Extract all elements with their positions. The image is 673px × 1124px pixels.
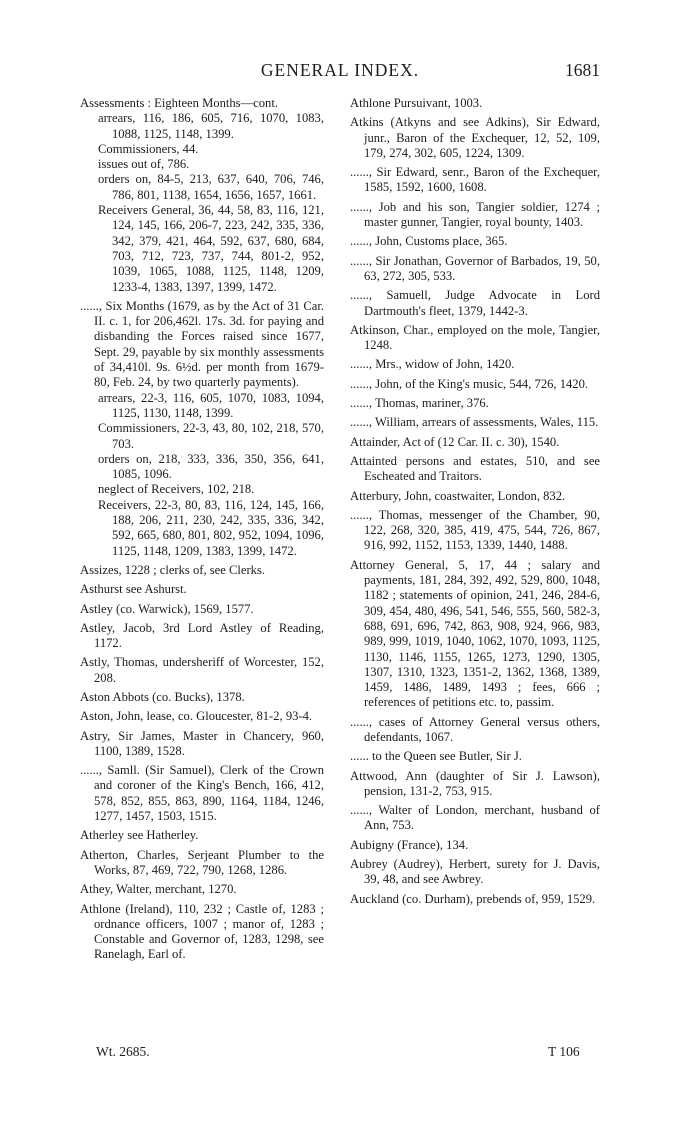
index-entry: Aston Abbots (co. Bucks), 1378.: [80, 689, 245, 704]
index-entry: Atherley see Hatherley.: [80, 828, 199, 843]
index-entry: Athlone (Ireland), 110, 232 ; Castle of, 1283 ; ordnance officers, 1007 ; manor of, 1283 ; Constable and Governor of, 1283, 1298, see Ranelagh, Earl of.: [80, 901, 324, 962]
index-entry: ...... to the Queen see Butler, Sir J.: [350, 749, 522, 764]
index-entry: Attainder, Act of (12 Car. II. c. 30), 1540.: [350, 434, 560, 449]
index-subentry: issues out of, 786.: [98, 157, 190, 172]
index-entry: Auckland (co. Durham), prebends of, 959, 1529.: [350, 891, 596, 906]
right-column: [350, 96, 600, 911]
index-entry: Aubrey (Audrey), Herbert, surety for J. Davis, 39, 48, and see Awbrey.: [350, 857, 600, 887]
index-entry: ......, John, Customs place, 365.: [350, 234, 508, 249]
index-entry: ......, Six Months (1679, as by the Act of 31 Car. II. c. 1, for 206,462l. 17s. 3d. for paying and disbanding the Forces raised since 1677, Sept. 29, payable by six monthly assessments of 34,410l. 9s. 6½d. per month from 1679-80, Feb. 24, by two quarterly payments).: [80, 298, 324, 390]
index-entry: Attainted persons and estates, 510, and see Escheated and Traitors.: [350, 453, 600, 484]
index-subentry: Receivers, 22-3, 80, 83, 116, 124, 145, 166, 188, 206, 211, 230, 242, 335, 336, 342, 592, 665, 680, 801, 802, 952, 1094, 1096, 1125, 1148, 1209, 1383, 1399, 1472.: [98, 497, 324, 558]
index-entry: ......, Samll. (Sir Samuel), Clerk of the Crown and coroner of the King's Bench, 166, 412, 578, 852, 855, 863, 890, 1164, 1184, 1246, 1277, 1457, 1503, 1515.: [80, 763, 324, 824]
index-entry: Assizes, 1228 ; clerks of, see Clerks.: [80, 562, 266, 577]
index-entry: ......, Thomas, mariner, 376.: [350, 396, 489, 411]
index-entry: Astley, Jacob, 3rd Lord Astley of Reading, 1172.: [80, 620, 324, 651]
index-entry: Attorney General, 5, 17, 44 ; salary and payments, 181, 284, 392, 492, 529, 800, 1048, 1182 ; statements of opinion, 241, 246, 284-6, 309, 454, 480, 496, 541, 546, 555, 560, 582-3, 688, 691, 696, 742, 863, 908, 924, 966, 983, 989, 999, 1019, 1040, 1062, 1070, 1093, 1125, 1130, 1146, 1155, 1265, 1273, 1290, 1305, 1307, 1310, 1323, 1351-2, 1362, 1368, 1389, 1459, 1486, 1489, 1493 ; fees, 666 ; references of petitions etc. to, passim.: [350, 557, 600, 710]
index-entry: ......, Job and his son, Tangier soldier, 1274 ; master gunner, Tangier, royal bounty, 1403.: [350, 199, 600, 230]
index-entry: Aubigny (France), 134.: [350, 837, 469, 852]
index-entry: Atterbury, John, coastwaiter, London, 832.: [350, 488, 566, 503]
left-column: [80, 96, 324, 967]
index-entry: Athey, Walter, merchant, 1270.: [80, 882, 237, 897]
index-entry: ......, Thomas, messenger of the Chamber, 90, 122, 268, 320, 385, 419, 475, 544, 726, 867, 916, 992, 1152, 1153, 1339, 1440, 1488.: [350, 507, 600, 553]
index-entry: ......, Samuell, Judge Advocate in Lord Dartmouth's fleet, 1379, 1442-3.: [350, 288, 600, 318]
index-entry: ......, Sir Edward, senr., Baron of the Exchequer, 1585, 1592, 1600, 1608.: [350, 165, 600, 195]
index-entry: ......, Sir Jonathan, Governor of Barbados, 19, 50, 63, 272, 305, 533.: [350, 253, 600, 283]
page-header: [80, 52, 600, 82]
index-subentry: arrears, 116, 186, 605, 716, 1070, 1083, 1088, 1125, 1148, 1399.: [98, 111, 324, 141]
index-subentry: neglect of Receivers, 102, 218.: [98, 482, 255, 497]
index-subentry: Receivers General, 36, 44, 58, 83, 116, 121, 124, 145, 166, 206-7, 223, 242, 335, 336, 342, 379, 421, 464, 592, 637, 680, 684, 703, 712, 723, 737, 744, 801-2, 952, 1039, 1065, 1088, 1125, 1148, 1209, 1233-4, 1383, 1397, 1399, 1472.: [98, 203, 324, 294]
index-entry: ......, Walter of London, merchant, husband of Ann, 753.: [350, 803, 600, 833]
index-entry: Assessments : Eighteen Months—cont.: [80, 96, 278, 110]
index-entry: Atkinson, Char., employed on the mole, Tangier, 1248.: [350, 322, 600, 353]
index-entry: Athlone Pursuivant, 1003.: [350, 96, 483, 110]
index-subentry: orders on, 218, 333, 336, 350, 356, 641, 1085, 1096.: [98, 451, 324, 482]
index-entry: ......, William, arrears of assessments, Wales, 115.: [350, 415, 599, 430]
index-entry: Attwood, Ann (daughter of Sir J. Lawson), pension, 131-2, 753, 915.: [350, 768, 600, 798]
page-title: GENERAL INDEX.: [260, 60, 420, 80]
index-subentry: Commissioners, 44.: [98, 141, 199, 156]
index-entry: Astry, Sir James, Master in Chancery, 960, 1100, 1389, 1528.: [80, 728, 324, 758]
footer-signature-mark: T 106: [548, 1044, 580, 1059]
page-number: 1681: [565, 60, 600, 80]
index-entry: Astly, Thomas, undersheriff of Worcester, 152, 208.: [80, 655, 324, 685]
index-entry: Atkins (Atkyns and see Adkins), Sir Edward, junr., Baron of the Exchequer, 12, 52, 109, 179, 274, 302, 605, 1224, 1309.: [350, 115, 600, 160]
index-entry: ......, John, of the King's music, 544, 726, 1420.: [350, 376, 589, 391]
index-entry: Astley (co. Warwick), 1569, 1577.: [80, 601, 254, 616]
index-subentry: Commissioners, 22-3, 43, 80, 102, 218, 570, 703.: [98, 421, 324, 451]
index-subentry: orders on, 84-5, 213, 637, 640, 706, 746, 786, 801, 1138, 1654, 1656, 1657, 1661.: [98, 172, 324, 202]
index-entry: Aston, John, lease, co. Gloucester, 81-2, 93-4.: [80, 709, 313, 724]
index-subentry: arrears, 22-3, 116, 605, 1070, 1083, 1094, 1125, 1130, 1148, 1399.: [98, 390, 324, 420]
index-entry: ......, Mrs., widow of John, 1420.: [350, 357, 515, 372]
index-entry: Atherton, Charles, Serjeant Plumber to the Works, 87, 469, 722, 790, 1268, 1286.: [80, 847, 324, 877]
index-entry: Asthurst see Ashurst.: [80, 582, 187, 597]
index-entry: ......, cases of Attorney General versus others, defendants, 1067.: [350, 714, 600, 744]
footer-print-code: Wt. 2685.: [96, 1044, 150, 1059]
